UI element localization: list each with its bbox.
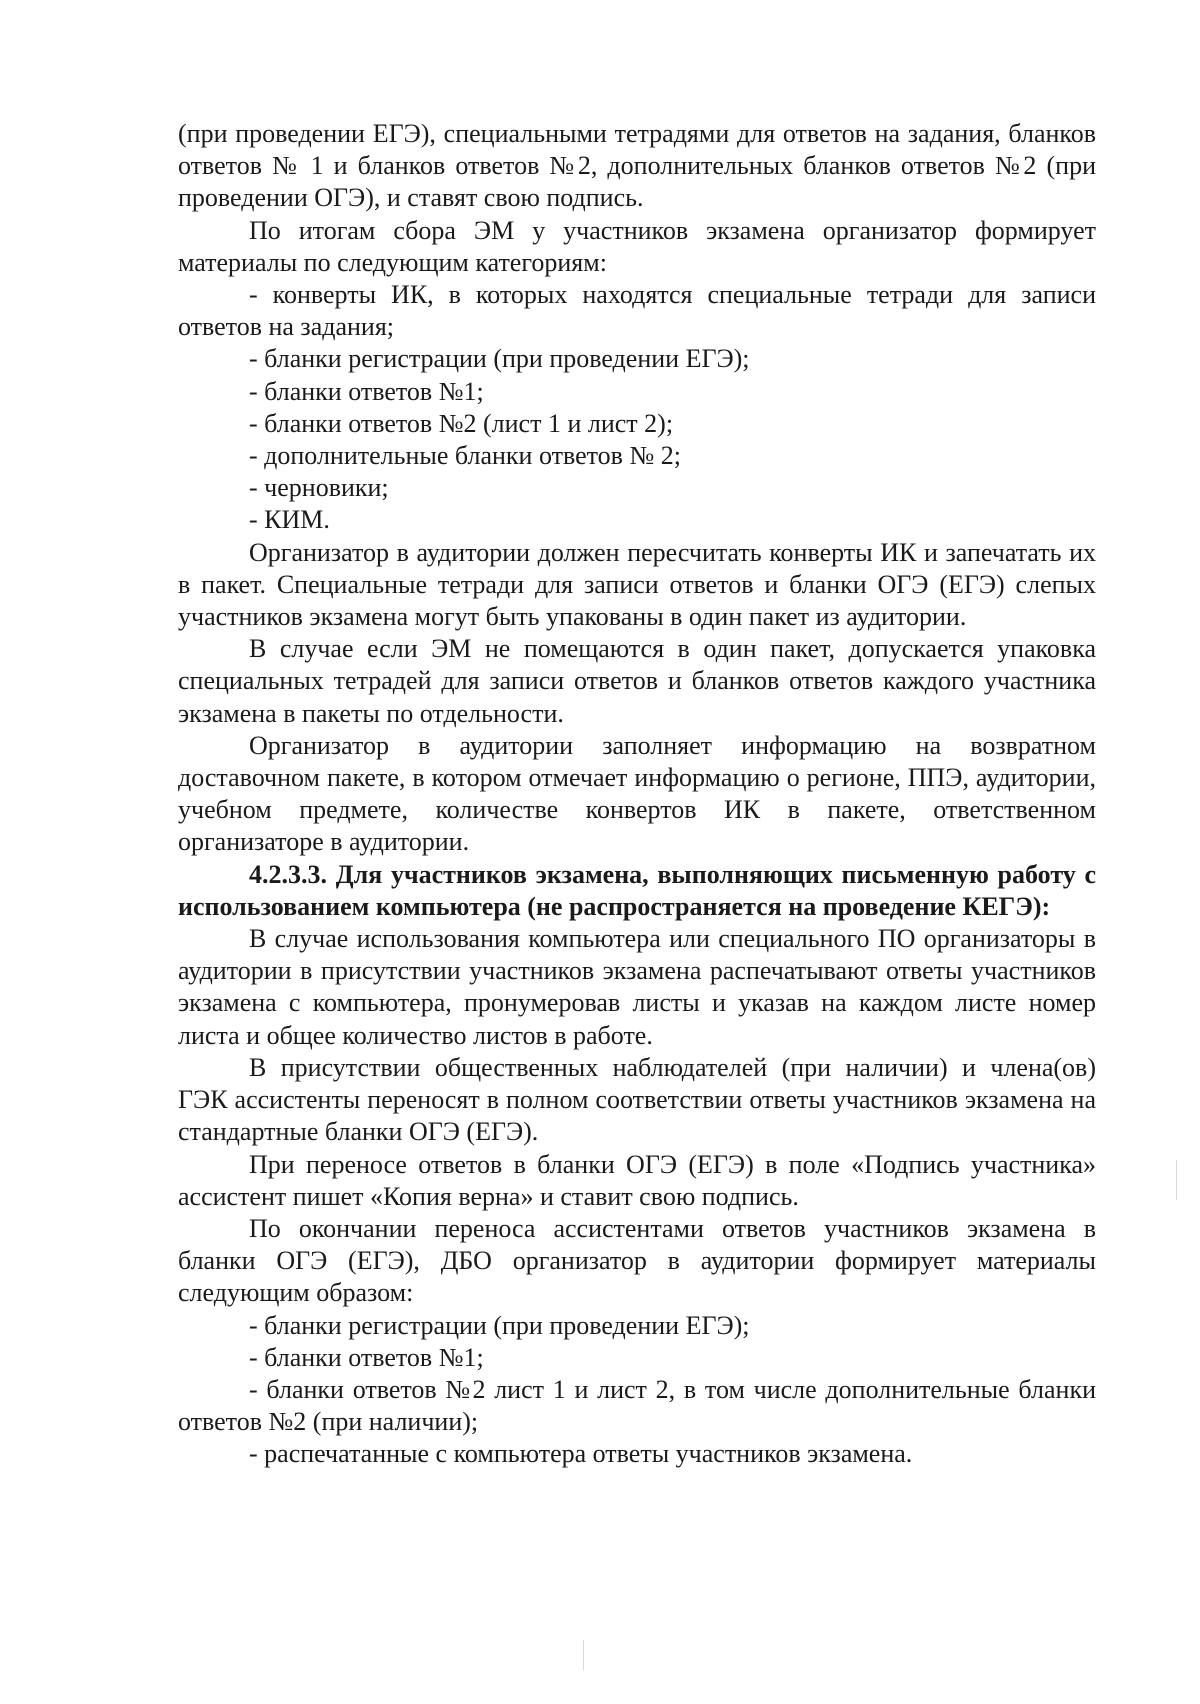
paragraph-2: По итогам сбора ЭМ у участников экзамена организатор формирует материалы по следующим категориям:	[178, 215, 1096, 277]
paragraph-6: В случае использования компьютера или специального ПО организаторы в аудитории в присутствии участников экзамена распечатывают ответы участников экзамена с компьютера, пронумеровав листы и указав на каждом листе номер листа и общее количество листов в работе.	[178, 924, 1096, 1050]
list-item: - черновики;	[249, 473, 389, 503]
list-item: - конверты ИК, в которых находятся специальные тетради для записи ответов на задания;	[178, 280, 1096, 342]
paragraph-4: В случае если ЭМ не помещаются в один пакет, допускается упаковка специальных тетрадей для записи ответов и бланков ответов каждого участника экзамена в пакеты по отдельности.	[178, 634, 1096, 728]
scan-artifact	[1176, 1160, 1177, 1200]
paragraph-5: Организатор в аудитории заполняет информацию на возвратном доставочном пакете, в котором отмечает информацию о регионе, ППЭ, аудитории, учебном предмете, количестве конвертов ИК в пакете, ответственном организаторе в аудитории.	[178, 730, 1096, 857]
list-item: - распечатанные с компьютера ответы участников экзамена.	[249, 1439, 913, 1469]
paragraph-1: (при проведении ЕГЭ), специальными тетрадями для ответов на задания, бланков ответов № 1 и бланков ответов №2, дополнительных бланков ответов №2 (при проведении ОГЭ), и ставят свою подпись.	[178, 119, 1096, 213]
paragraph-3: Организатор в аудитории должен пересчитать конверты ИК и запечатать их в пакет. Специальные тетради для записи ответов и бланки ОГЭ (ЕГЭ) слепых участников экзамена могут быть упакованы в один пакет из аудитории.	[178, 537, 1096, 632]
forming-list	[178, 1310, 1096, 1471]
list-item: - бланки ответов №1;	[249, 1342, 484, 1372]
list-item: - КИМ.	[249, 505, 330, 535]
section-heading: 4.2.3.3. Для участников экзамена, выполняющих письменную работу с использованием компьютера (не распространяется на проведение КЕГЭ):	[178, 859, 1096, 921]
list-item: - бланки ответов №2 (лист 1 и лист 2);	[249, 408, 674, 438]
list-item: - бланки ответов №1;	[249, 376, 484, 406]
document-page	[178, 118, 1096, 1471]
materials-list	[178, 279, 1096, 537]
list-item: - бланки регистрации (при проведении ЕГЭ);	[249, 344, 750, 374]
list-item: - дополнительные бланки ответов № 2;	[249, 441, 681, 471]
paragraph-8: При переносе ответов в бланки ОГЭ (ЕГЭ) в поле «Подпись участника» ассистент пишет «Копия верна» и ставит свою подпись.	[178, 1149, 1096, 1211]
list-item: - бланки ответов №2 лист 1 и лист 2, в том числе дополнительные бланки ответов №2 (при наличии);	[178, 1374, 1096, 1437]
paragraph-7: В присутствии общественных наблюдателей (при наличии) и члена(ов) ГЭК ассистенты переносят в полном соответствии ответы участников экзамена на стандартные бланки ОГЭ (ЕГЭ).	[178, 1052, 1096, 1147]
list-item: - бланки регистрации (при проведении ЕГЭ);	[249, 1310, 750, 1340]
paragraph-9: По окончании переноса ассистентами ответов участников экзамена в бланки ОГЭ (ЕГЭ), ДБО организатор в аудитории формирует материалы следующим образом:	[178, 1213, 1096, 1308]
scan-artifact	[583, 1640, 584, 1670]
